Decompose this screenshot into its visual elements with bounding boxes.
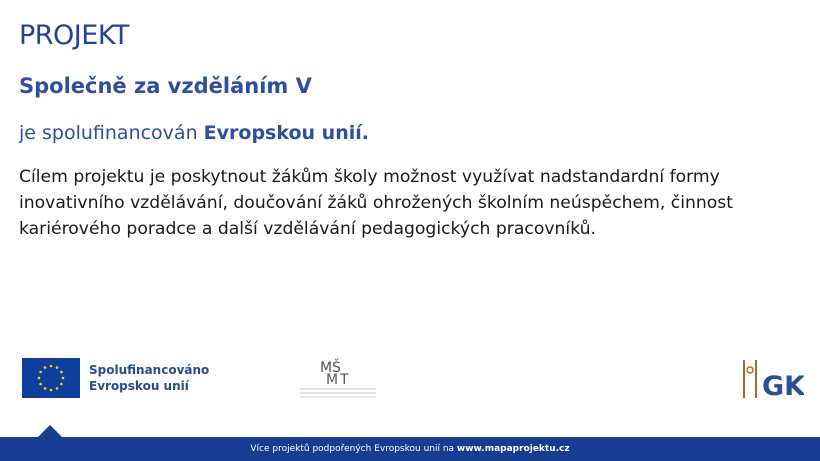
eu-logo-line1: Spolufinancováno <box>89 363 210 377</box>
eu-star-icon <box>38 377 41 380</box>
gk-bar-left <box>743 360 745 398</box>
msmt-logo-icon <box>296 356 380 402</box>
footer-text: Více projektů podpořených Evropskou unií na <box>250 444 457 454</box>
gk-text: GK <box>762 371 804 400</box>
eu-star-icon <box>44 366 47 369</box>
footer-bar <box>0 437 820 461</box>
msmt-logo <box>296 356 380 406</box>
eu-star-icon <box>60 383 63 386</box>
msmt-letters-bottom: M <box>326 372 339 388</box>
eu-star-icon <box>39 371 42 374</box>
eu-star-icon <box>56 387 59 390</box>
gk-logo-icon <box>740 356 804 400</box>
eu-star-icon <box>50 365 53 368</box>
eu-star-icon <box>62 377 65 380</box>
gk-bar-right <box>755 360 757 398</box>
footer-link[interactable]: www.mapaprojektu.cz <box>456 444 570 454</box>
eu-star-icon <box>56 366 59 369</box>
project-description: Cílem projektu je poskytnout žákům školy možnost využívat nadstandardní formy inovativního vzdělávání, doučování žáků ohrožených školním neúspěchem, činnost kariérového poradce a další vzdělávání pedagogických pracovníků. <box>19 167 734 239</box>
eu-star-icon <box>44 387 47 390</box>
msmt-letters-top2: Š <box>332 360 341 376</box>
msmt-letters-bottom2: T <box>340 372 349 388</box>
cofinance-statement <box>19 122 369 144</box>
eu-cofinance-logo-text <box>89 362 209 394</box>
eu-star-icon <box>50 389 53 392</box>
gk-circle <box>747 367 753 373</box>
eu-flag-icon <box>22 358 80 398</box>
eu-stars <box>22 358 80 398</box>
project-name: Společně za vzděláním V <box>19 74 312 98</box>
eu-star-icon <box>39 383 42 386</box>
cofinance-prefix: je spolufinancován <box>19 122 204 144</box>
cofinance-eu: Evropskou unií. <box>203 122 369 144</box>
eu-star-icon <box>60 371 63 374</box>
gk-logo <box>740 356 804 404</box>
page-heading: PROJEKT <box>19 20 129 51</box>
eu-logo-line2: Evropskou unií <box>89 379 189 393</box>
msmt-letters-top: M <box>320 360 333 376</box>
